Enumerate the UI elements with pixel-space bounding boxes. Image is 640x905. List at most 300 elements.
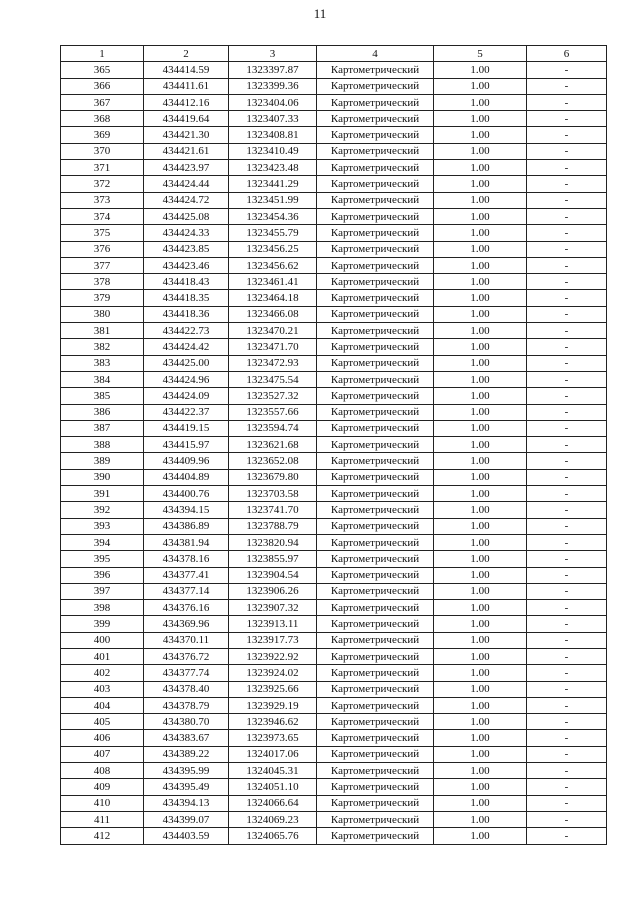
y-coordinate-cell: 1323913.11: [229, 616, 317, 632]
y-coordinate-cell: 1323456.25: [229, 241, 317, 257]
point-number-cell: 402: [61, 665, 144, 681]
table-row: [61, 828, 607, 844]
y-coordinate-cell: 1323904.54: [229, 567, 317, 583]
precision-cell: 1.00: [434, 600, 527, 616]
point-number-cell: 371: [61, 160, 144, 176]
header-row: [61, 46, 607, 62]
table-row: [61, 763, 607, 779]
method-cell: Картометрический: [317, 371, 434, 387]
table-row: [61, 665, 607, 681]
x-coordinate-cell: 434419.15: [144, 420, 229, 436]
column-header: 6: [527, 46, 607, 62]
column-header: 4: [317, 46, 434, 62]
method-cell: Картометрический: [317, 600, 434, 616]
precision-cell: 1.00: [434, 763, 527, 779]
method-cell: Картометрический: [317, 502, 434, 518]
point-number-cell: 383: [61, 355, 144, 371]
point-number-cell: 368: [61, 111, 144, 127]
table-row: [61, 371, 607, 387]
y-coordinate-cell: 1323621.68: [229, 437, 317, 453]
y-coordinate-cell: 1323907.32: [229, 600, 317, 616]
y-coordinate-cell: 1324045.31: [229, 763, 317, 779]
x-coordinate-cell: 434400.76: [144, 486, 229, 502]
point-number-cell: 384: [61, 371, 144, 387]
x-coordinate-cell: 434424.72: [144, 192, 229, 208]
point-number-cell: 400: [61, 632, 144, 648]
note-cell: -: [527, 62, 607, 78]
point-number-cell: 401: [61, 648, 144, 664]
point-number-cell: 365: [61, 62, 144, 78]
method-cell: Картометрический: [317, 551, 434, 567]
precision-cell: 1.00: [434, 420, 527, 436]
table-row: [61, 648, 607, 664]
table-row: [61, 160, 607, 176]
table-row: [61, 225, 607, 241]
x-coordinate-cell: 434425.08: [144, 208, 229, 224]
table-row: [61, 78, 607, 94]
note-cell: -: [527, 143, 607, 159]
note-cell: -: [527, 388, 607, 404]
point-number-cell: 407: [61, 746, 144, 762]
column-header: 3: [229, 46, 317, 62]
point-number-cell: 394: [61, 534, 144, 550]
method-cell: Картометрический: [317, 306, 434, 322]
note-cell: -: [527, 371, 607, 387]
y-coordinate-cell: 1323557.66: [229, 404, 317, 420]
method-cell: Картометрический: [317, 208, 434, 224]
point-number-cell: 367: [61, 94, 144, 110]
point-number-cell: 369: [61, 127, 144, 143]
table-row: [61, 94, 607, 110]
y-coordinate-cell: 1323399.36: [229, 78, 317, 94]
y-coordinate-cell: 1323652.08: [229, 453, 317, 469]
method-cell: Картометрический: [317, 486, 434, 502]
note-cell: -: [527, 78, 607, 94]
method-cell: Картометрический: [317, 469, 434, 485]
x-coordinate-cell: 434424.44: [144, 176, 229, 192]
note-cell: -: [527, 648, 607, 664]
precision-cell: 1.00: [434, 225, 527, 241]
point-number-cell: 381: [61, 323, 144, 339]
x-coordinate-cell: 434415.97: [144, 437, 229, 453]
precision-cell: 1.00: [434, 290, 527, 306]
point-number-cell: 388: [61, 437, 144, 453]
method-cell: Картометрический: [317, 763, 434, 779]
x-coordinate-cell: 434425.00: [144, 355, 229, 371]
method-cell: Картометрический: [317, 176, 434, 192]
y-coordinate-cell: 1323906.26: [229, 583, 317, 599]
x-coordinate-cell: 434409.96: [144, 453, 229, 469]
method-cell: Картометрический: [317, 78, 434, 94]
x-coordinate-cell: 434412.16: [144, 94, 229, 110]
y-coordinate-cell: 1323788.79: [229, 518, 317, 534]
table-row: [61, 208, 607, 224]
y-coordinate-cell: 1323404.06: [229, 94, 317, 110]
precision-cell: 1.00: [434, 714, 527, 730]
method-cell: Картометрический: [317, 828, 434, 844]
point-number-cell: 408: [61, 763, 144, 779]
point-number-cell: 387: [61, 420, 144, 436]
precision-cell: 1.00: [434, 143, 527, 159]
method-cell: Картометрический: [317, 62, 434, 78]
point-number-cell: 366: [61, 78, 144, 94]
note-cell: -: [527, 469, 607, 485]
note-cell: -: [527, 208, 607, 224]
y-coordinate-cell: 1323703.58: [229, 486, 317, 502]
note-cell: -: [527, 323, 607, 339]
precision-cell: 1.00: [434, 469, 527, 485]
note-cell: -: [527, 534, 607, 550]
table-row: [61, 600, 607, 616]
y-coordinate-cell: 1323464.18: [229, 290, 317, 306]
precision-cell: 1.00: [434, 339, 527, 355]
note-cell: -: [527, 257, 607, 273]
table-row: [61, 714, 607, 730]
column-header: 5: [434, 46, 527, 62]
precision-cell: 1.00: [434, 681, 527, 697]
point-number-cell: 410: [61, 795, 144, 811]
y-coordinate-cell: 1323471.70: [229, 339, 317, 355]
method-cell: Картометрический: [317, 518, 434, 534]
point-number-cell: 409: [61, 779, 144, 795]
y-coordinate-cell: 1323461.41: [229, 274, 317, 290]
point-number-cell: 376: [61, 241, 144, 257]
method-cell: Картометрический: [317, 795, 434, 811]
precision-cell: 1.00: [434, 388, 527, 404]
point-number-cell: 380: [61, 306, 144, 322]
point-number-cell: 378: [61, 274, 144, 290]
point-number-cell: 392: [61, 502, 144, 518]
note-cell: -: [527, 811, 607, 827]
x-coordinate-cell: 434418.36: [144, 306, 229, 322]
table-row: [61, 811, 607, 827]
table-row: [61, 241, 607, 257]
method-cell: Картометрический: [317, 811, 434, 827]
precision-cell: 1.00: [434, 323, 527, 339]
point-number-cell: 374: [61, 208, 144, 224]
table-row: [61, 388, 607, 404]
precision-cell: 1.00: [434, 648, 527, 664]
precision-cell: 1.00: [434, 78, 527, 94]
precision-cell: 1.00: [434, 746, 527, 762]
x-coordinate-cell: 434369.96: [144, 616, 229, 632]
precision-cell: 1.00: [434, 811, 527, 827]
y-coordinate-cell: 1323946.62: [229, 714, 317, 730]
column-header: 1: [61, 46, 144, 62]
x-coordinate-cell: 434424.33: [144, 225, 229, 241]
method-cell: Картометрический: [317, 697, 434, 713]
note-cell: -: [527, 111, 607, 127]
x-coordinate-cell: 434378.40: [144, 681, 229, 697]
x-coordinate-cell: 434422.37: [144, 404, 229, 420]
method-cell: Картометрический: [317, 388, 434, 404]
note-cell: -: [527, 94, 607, 110]
precision-cell: 1.00: [434, 551, 527, 567]
table-row: [61, 681, 607, 697]
x-coordinate-cell: 434424.96: [144, 371, 229, 387]
y-coordinate-cell: 1323472.93: [229, 355, 317, 371]
table-row: [61, 127, 607, 143]
x-coordinate-cell: 434394.15: [144, 502, 229, 518]
note-cell: -: [527, 225, 607, 241]
point-number-cell: 375: [61, 225, 144, 241]
precision-cell: 1.00: [434, 94, 527, 110]
note-cell: -: [527, 355, 607, 371]
note-cell: -: [527, 714, 607, 730]
note-cell: -: [527, 404, 607, 420]
method-cell: Картометрический: [317, 404, 434, 420]
note-cell: -: [527, 632, 607, 648]
x-coordinate-cell: 434389.22: [144, 746, 229, 762]
note-cell: -: [527, 665, 607, 681]
note-cell: -: [527, 127, 607, 143]
y-coordinate-cell: 1323820.94: [229, 534, 317, 550]
note-cell: -: [527, 600, 607, 616]
x-coordinate-cell: 434395.49: [144, 779, 229, 795]
y-coordinate-cell: 1324069.23: [229, 811, 317, 827]
x-coordinate-cell: 434421.61: [144, 143, 229, 159]
y-coordinate-cell: 1324066.64: [229, 795, 317, 811]
table-row: [61, 583, 607, 599]
note-cell: -: [527, 420, 607, 436]
note-cell: -: [527, 697, 607, 713]
note-cell: -: [527, 518, 607, 534]
note-cell: -: [527, 176, 607, 192]
note-cell: -: [527, 828, 607, 844]
method-cell: Картометрический: [317, 632, 434, 648]
precision-cell: 1.00: [434, 828, 527, 844]
y-coordinate-cell: 1323922.92: [229, 648, 317, 664]
table-row: [61, 632, 607, 648]
precision-cell: 1.00: [434, 567, 527, 583]
table-row: [61, 502, 607, 518]
precision-cell: 1.00: [434, 779, 527, 795]
y-coordinate-cell: 1323917.73: [229, 632, 317, 648]
note-cell: -: [527, 486, 607, 502]
note-cell: -: [527, 567, 607, 583]
method-cell: Картометрический: [317, 681, 434, 697]
table-row: [61, 143, 607, 159]
x-coordinate-cell: 434395.99: [144, 763, 229, 779]
x-coordinate-cell: 434418.43: [144, 274, 229, 290]
y-coordinate-cell: 1323410.49: [229, 143, 317, 159]
method-cell: Картометрический: [317, 290, 434, 306]
precision-cell: 1.00: [434, 665, 527, 681]
coordinates-table: [60, 45, 607, 845]
table-row: [61, 111, 607, 127]
table-row: [61, 274, 607, 290]
method-cell: Картометрический: [317, 355, 434, 371]
table-row: [61, 697, 607, 713]
x-coordinate-cell: 434423.85: [144, 241, 229, 257]
x-coordinate-cell: 434376.16: [144, 600, 229, 616]
table-row: [61, 355, 607, 371]
point-number-cell: 372: [61, 176, 144, 192]
table-row: [61, 486, 607, 502]
point-number-cell: 395: [61, 551, 144, 567]
y-coordinate-cell: 1323594.74: [229, 420, 317, 436]
y-coordinate-cell: 1323441.29: [229, 176, 317, 192]
method-cell: Картометрический: [317, 225, 434, 241]
table-row: [61, 176, 607, 192]
precision-cell: 1.00: [434, 518, 527, 534]
precision-cell: 1.00: [434, 257, 527, 273]
table-row: [61, 534, 607, 550]
x-coordinate-cell: 434423.97: [144, 160, 229, 176]
page-number: 11: [313, 6, 327, 21]
note-cell: -: [527, 583, 607, 599]
x-coordinate-cell: 434399.07: [144, 811, 229, 827]
note-cell: -: [527, 339, 607, 355]
y-coordinate-cell: 1323527.32: [229, 388, 317, 404]
x-coordinate-cell: 434376.72: [144, 648, 229, 664]
table-row: [61, 616, 607, 632]
precision-cell: 1.00: [434, 404, 527, 420]
x-coordinate-cell: 434422.73: [144, 323, 229, 339]
point-number-cell: 411: [61, 811, 144, 827]
method-cell: Картометрический: [317, 665, 434, 681]
precision-cell: 1.00: [434, 274, 527, 290]
point-number-cell: 412: [61, 828, 144, 844]
table-row: [61, 404, 607, 420]
x-coordinate-cell: 434404.89: [144, 469, 229, 485]
y-coordinate-cell: 1323455.79: [229, 225, 317, 241]
precision-cell: 1.00: [434, 241, 527, 257]
point-number-cell: 379: [61, 290, 144, 306]
x-coordinate-cell: 434424.42: [144, 339, 229, 355]
y-coordinate-cell: 1323679.80: [229, 469, 317, 485]
precision-cell: 1.00: [434, 730, 527, 746]
method-cell: Картометрический: [317, 730, 434, 746]
precision-cell: 1.00: [434, 453, 527, 469]
x-coordinate-cell: 434424.09: [144, 388, 229, 404]
note-cell: -: [527, 453, 607, 469]
y-coordinate-cell: 1324065.76: [229, 828, 317, 844]
precision-cell: 1.00: [434, 534, 527, 550]
note-cell: -: [527, 551, 607, 567]
note-cell: -: [527, 616, 607, 632]
y-coordinate-cell: 1324017.06: [229, 746, 317, 762]
y-coordinate-cell: 1323397.87: [229, 62, 317, 78]
method-cell: Картометрический: [317, 274, 434, 290]
x-coordinate-cell: 434377.74: [144, 665, 229, 681]
x-coordinate-cell: 434419.64: [144, 111, 229, 127]
note-cell: -: [527, 192, 607, 208]
note-cell: -: [527, 681, 607, 697]
x-coordinate-cell: 434411.61: [144, 78, 229, 94]
point-number-cell: 397: [61, 583, 144, 599]
method-cell: Картометрический: [317, 420, 434, 436]
precision-cell: 1.00: [434, 160, 527, 176]
point-number-cell: 382: [61, 339, 144, 355]
precision-cell: 1.00: [434, 437, 527, 453]
point-number-cell: 399: [61, 616, 144, 632]
y-coordinate-cell: 1323973.65: [229, 730, 317, 746]
precision-cell: 1.00: [434, 355, 527, 371]
table-row: [61, 290, 607, 306]
method-cell: Картометрический: [317, 437, 434, 453]
x-coordinate-cell: 434381.94: [144, 534, 229, 550]
method-cell: Картометрический: [317, 746, 434, 762]
note-cell: -: [527, 160, 607, 176]
method-cell: Картометрический: [317, 192, 434, 208]
y-coordinate-cell: 1323407.33: [229, 111, 317, 127]
method-cell: Картометрический: [317, 648, 434, 664]
point-number-cell: 393: [61, 518, 144, 534]
x-coordinate-cell: 434414.59: [144, 62, 229, 78]
precision-cell: 1.00: [434, 306, 527, 322]
x-coordinate-cell: 434423.46: [144, 257, 229, 273]
x-coordinate-cell: 434378.79: [144, 697, 229, 713]
point-number-cell: 373: [61, 192, 144, 208]
x-coordinate-cell: 434380.70: [144, 714, 229, 730]
table-row: [61, 779, 607, 795]
method-cell: Картометрический: [317, 534, 434, 550]
precision-cell: 1.00: [434, 111, 527, 127]
y-coordinate-cell: 1323454.36: [229, 208, 317, 224]
method-cell: Картометрический: [317, 143, 434, 159]
table-body: [61, 62, 607, 844]
precision-cell: 1.00: [434, 616, 527, 632]
method-cell: Картометрический: [317, 339, 434, 355]
y-coordinate-cell: 1323925.66: [229, 681, 317, 697]
point-number-cell: 389: [61, 453, 144, 469]
method-cell: Картометрический: [317, 160, 434, 176]
note-cell: -: [527, 437, 607, 453]
precision-cell: 1.00: [434, 127, 527, 143]
method-cell: Картометрический: [317, 257, 434, 273]
table-row: [61, 795, 607, 811]
x-coordinate-cell: 434386.89: [144, 518, 229, 534]
method-cell: Картометрический: [317, 714, 434, 730]
x-coordinate-cell: 434377.41: [144, 567, 229, 583]
table-row: [61, 730, 607, 746]
precision-cell: 1.00: [434, 208, 527, 224]
precision-cell: 1.00: [434, 371, 527, 387]
precision-cell: 1.00: [434, 795, 527, 811]
column-header: 2: [144, 46, 229, 62]
table-row: [61, 453, 607, 469]
precision-cell: 1.00: [434, 583, 527, 599]
table-row: [61, 551, 607, 567]
method-cell: Картометрический: [317, 127, 434, 143]
precision-cell: 1.00: [434, 502, 527, 518]
method-cell: Картометрический: [317, 323, 434, 339]
precision-cell: 1.00: [434, 697, 527, 713]
note-cell: -: [527, 730, 607, 746]
table-header: [61, 46, 607, 62]
table-row: [61, 518, 607, 534]
point-number-cell: 405: [61, 714, 144, 730]
table-row: [61, 306, 607, 322]
table-row: [61, 339, 607, 355]
table-row: [61, 192, 607, 208]
point-number-cell: 385: [61, 388, 144, 404]
note-cell: -: [527, 763, 607, 779]
y-coordinate-cell: 1323855.97: [229, 551, 317, 567]
y-coordinate-cell: 1323470.21: [229, 323, 317, 339]
note-cell: -: [527, 795, 607, 811]
y-coordinate-cell: 1323741.70: [229, 502, 317, 518]
note-cell: -: [527, 290, 607, 306]
point-number-cell: 377: [61, 257, 144, 273]
precision-cell: 1.00: [434, 176, 527, 192]
y-coordinate-cell: 1323423.48: [229, 160, 317, 176]
method-cell: Картометрический: [317, 94, 434, 110]
point-number-cell: 406: [61, 730, 144, 746]
point-number-cell: 404: [61, 697, 144, 713]
point-number-cell: 386: [61, 404, 144, 420]
